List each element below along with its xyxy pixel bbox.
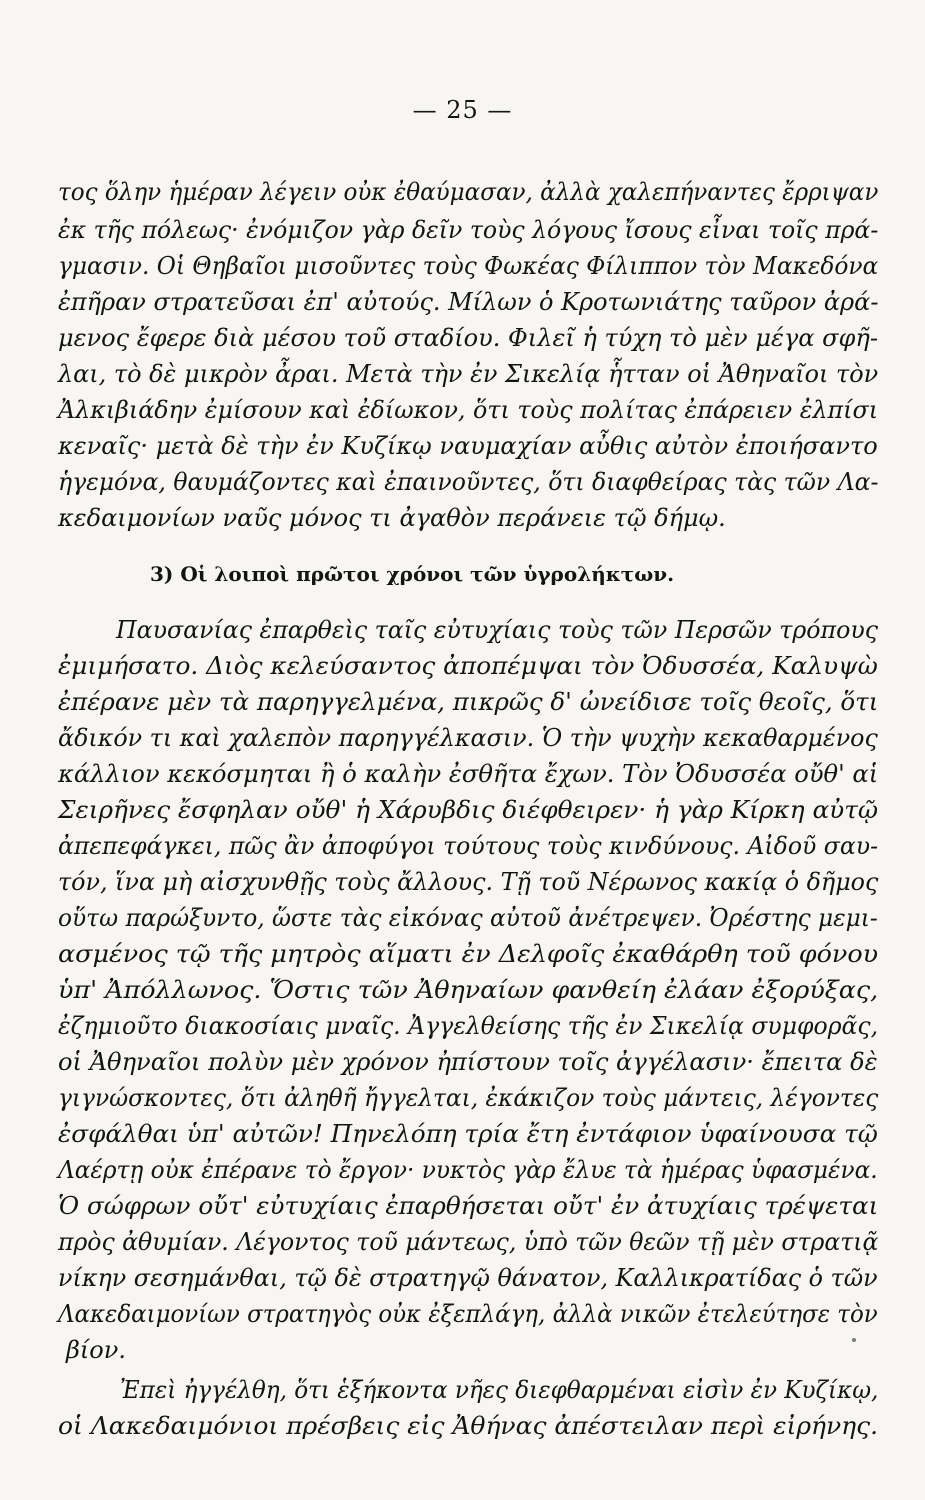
section-heading: 3) Οἱ λοιποὶ πρῶτοι χρόνοι τῶν ὑγρολήκτων.	[150, 562, 675, 586]
text-line: γιγνώσκοντες, ὅτι ἀληθῆ ἤγγελται, ἐκάκιζον τοὺς μάντεις, λέγοντες	[58, 1084, 879, 1112]
text-line: ασμένος τῷ τῆς μητρὸς αἵματι ἐν Δελφοῖς ἐκαθάρθη τοῦ φόνου	[58, 940, 879, 968]
text-line: ἐζημιοῦτο διακοσίαις μναῖς. Ἀγγελθείσης τῆς ἐν Σικελίᾳ συμφορᾶς,	[58, 1012, 879, 1040]
text-line: βίον.	[66, 1336, 126, 1364]
text-line: οἱ Ἀθηναῖοι πολὺν μὲν χρόνον ἠπίστουν τοῖς ἀγγέλασιν· ἔπειτα δὲ	[58, 1048, 878, 1076]
text-line: κάλλιον κεκόσμηται ἢ ὁ καλὴν ἐσθῆτα ἔχων. Τὸν Ὀδυσσέα οὔθ' αἱ	[58, 760, 879, 788]
text-line: νίκην σεσημάνθαι, τῷ δὲ στρατηγῷ θάνατον, Καλλικρατίδας ὁ τῶν	[58, 1264, 878, 1292]
text-line: μενος ἔφερε διὰ μέσου τοῦ σταδίου. Φιλεῖ ἡ τύχη τὸ μὲν μέγα σφῆ-	[58, 324, 878, 352]
text-line: Παυσανίας ἐπαρθεὶς ταῖς εὐτυχίαις τοὺς τῶν Περσῶν τρόπους	[116, 616, 878, 644]
text-line: Ἀλκιβιάδην ἐμίσουν καὶ ἐδίωκον, ὅτι τοὺς πολίτας ἐπάρειεν ἐλπίσι	[58, 396, 879, 424]
text-line: Σειρῆνες ἔσφηλαν οὔθ' ἡ Χάρυβδις διέφθειρεν· ἡ γὰρ Κίρκη αὐτῷ	[58, 796, 879, 824]
text-line: Ὁ σώφρων οὔτ' εὐτυχίαις ἐπαρθήσεται οὔτ' ἐν ἀτυχίαις τρέψεται	[58, 1192, 879, 1220]
text-line: ὑπ' Ἀπόλλωνος. Ὅστις τῶν Ἀθηναίων φανθείη ἐλάαν ἐξορύξας,	[58, 976, 879, 1004]
text-line: γμασιν. Οἱ Θηβαῖοι μισοῦντες τοὺς Φωκέας Φίλιππον τὸν Μακεδόνα	[58, 252, 879, 280]
text-line: ἐσφάλθαι ὑπ' αὐτῶν! Πηνελόπη τρία ἔτη ἐντάφιον ὑφαίνουσα τῷ	[58, 1120, 878, 1148]
text-line: ἡγεμόνα, θαυμάζοντες καὶ ἐπαινοῦντες, ὅτι διαφθείρας τὰς τῶν Λα-	[58, 468, 879, 496]
text-line: ἐμιμήσατο. Διὸς κελεύσαντος ἀποπέμψαι τὸν Ὀδυσσέα, Καλυψὼ	[58, 652, 878, 680]
ink-speck	[852, 1338, 856, 1342]
text-line: Λακεδαιμονίων στρατηγὸς οὐκ ἐξεπλάγη, ἀλλὰ νικῶν ἐτελεύτησε τὸν	[58, 1300, 878, 1328]
text-line: ἐπέρανε μὲν τὰ παρηγγελμένα, πικρῶς δ' ὠνείδισε τοῖς θεοῖς, ὅτι	[58, 688, 879, 716]
text-line: τος ὅλην ἡμέραν λέγειν οὐκ ἐθαύμασαν, ἀλλὰ χαλεπήναντες ἔρριψαν	[58, 178, 879, 206]
text-line: ἐπῆραν στρατεῦσαι ἐπ' αὐτούς. Μίλων ὁ Κροτωνιάτης ταῦρον ἀρά-	[58, 288, 879, 316]
page-number: — 25 —	[412, 96, 513, 124]
text-line: οἱ Λακεδαιμόνιοι πρέσβεις εἰς Ἀθήνας ἀπέστειλαν περὶ εἰρήνης.	[58, 1412, 879, 1440]
text-line: Ἐπεὶ ἠγγέλθη, ὅτι ἑξήκοντα νῆες διεφθαρμέναι εἰσὶν ἐν Κυζίκῳ,	[120, 1376, 879, 1404]
text-line: κεναῖς· μετὰ δὲ τὴν ἐν Κυζίκῳ ναυμαχίαν αὖθις αὐτὸν ἐποιήσαντο	[58, 432, 878, 460]
text-line: κεδαιμονίων ναῦς μόνος τι ἀγαθὸν περάνειε τῷ δήμῳ.	[58, 504, 726, 532]
text-line: ἄδικόν τι καὶ χαλεπὸν παρηγγέλκασιν. Ὁ τὴν ψυχὴν κεκαθαρμένος	[58, 724, 878, 752]
text-line: ἐκ τῆς πόλεως· ἐνόμιζον γὰρ δεῖν τοὺς λόγους ἴσους εἶναι τοῖς πρά-	[58, 216, 879, 244]
text-line: τόν, ἵνα μὴ αἰσχυνθῇς τοὺς ἄλλους. Τῇ τοῦ Νέρωνος κακίᾳ ὁ δῆμος	[58, 868, 879, 896]
text-line: λαι, τὸ δὲ μικρὸν ἆραι. Μετὰ τὴν ἐν Σικελίᾳ ἧτταν οἱ Ἀθηναῖοι τὸν	[58, 360, 879, 388]
text-line: ἀπεπεφάγκει, πῶς ἂν ἀποφύγοι τούτους τοὺς κινδύνους. Αἰδοῦ σαυ-	[58, 832, 879, 860]
text-line: οὕτω παρώξυντο, ὥστε τὰς εἰκόνας αὐτοῦ ἀνέτρεψεν. Ὀρέστης μεμι-	[58, 904, 878, 932]
text-line: Λαέρτῃ οὐκ ἐπέρανε τὸ ἔργον· νυκτὸς γὰρ ἔλυε τὰ ἡμέρας ὑφασμένα.	[58, 1156, 878, 1184]
text-line: πρὸς ἀθυμίαν. Λέγοντος τοῦ μάντεως, ὑπὸ τῶν θεῶν τῇ μὲν στρατιᾷ	[58, 1228, 879, 1256]
